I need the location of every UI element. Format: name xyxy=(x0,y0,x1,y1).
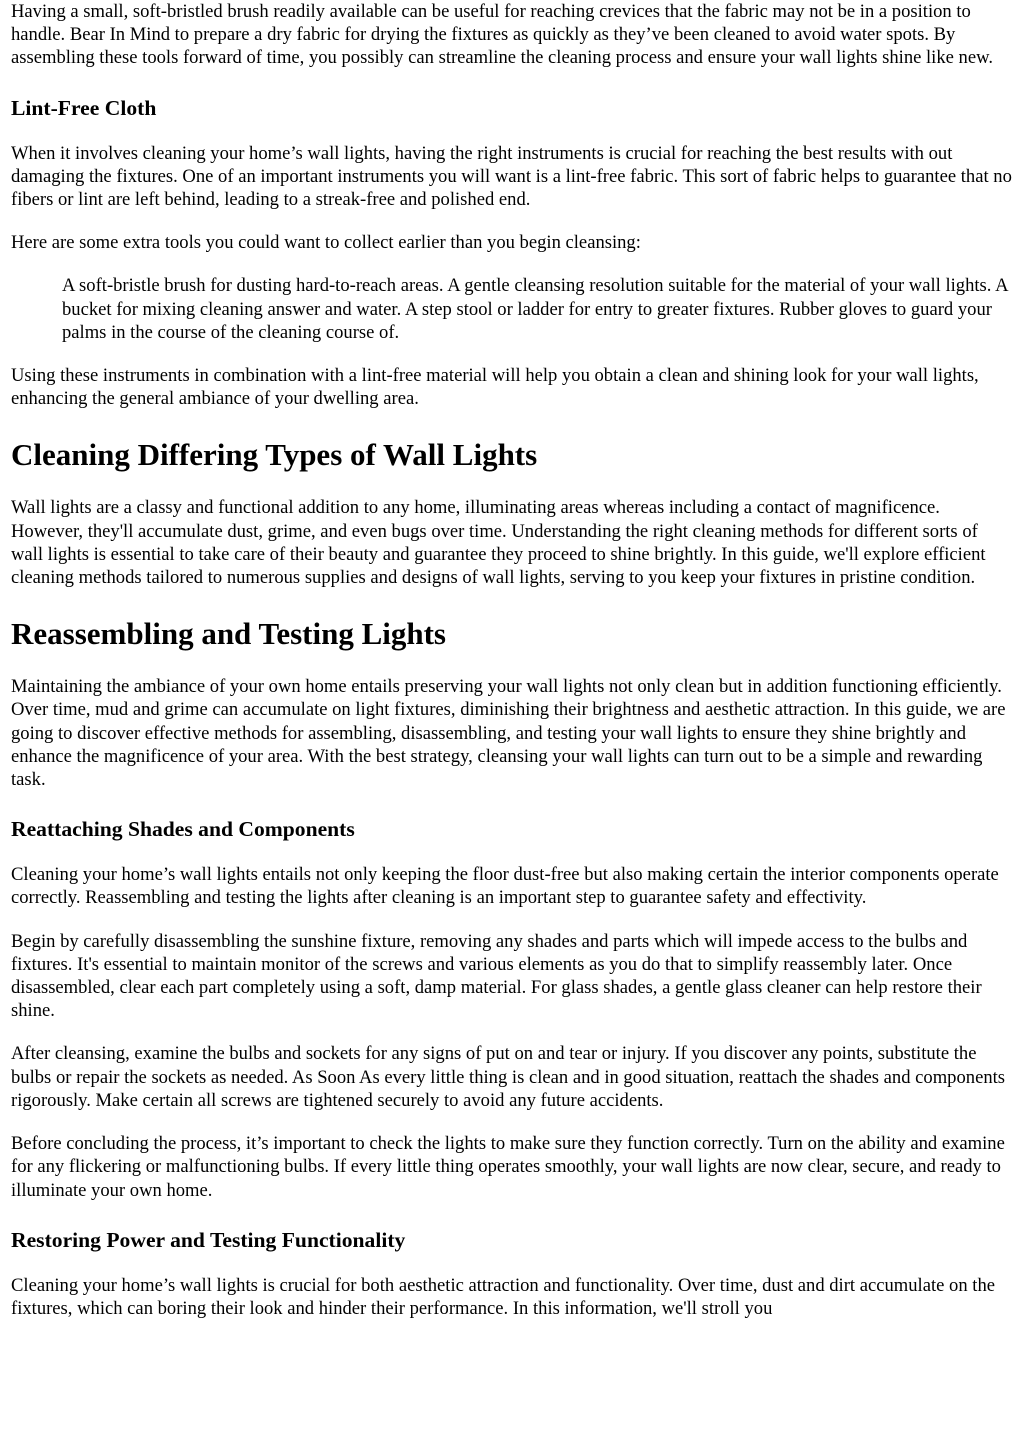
heading-reassembling-testing: Reassembling and Testing Lights xyxy=(11,616,446,652)
lint-free-paragraph-3: Using these instruments in combination with a lint-free material will help you obtain a clean and shining look for your wall lights, enhancing the general ambiance of your dwelling area. xyxy=(11,365,979,410)
heading-cleaning-types: Cleaning Differing Types of Wall Lights xyxy=(11,437,538,473)
lint-free-paragraph-1: When it involves cleaning your home’s wall lights, having the right instruments is crucial for reaching the best results with out damaging the fixtures. One of an important instruments you will want is a lint-free fabric. This sort of fabric helps to guarantee that no fibers or lint are left behind, leading to a streak-free and polished end. xyxy=(11,142,1012,211)
cleaning-types-paragraph: Wall lights are a classy and functional addition to any home, illuminating areas whereas including a contact of magnificence. However, they'll accumulate dust, grime, and even bugs over time. Understanding the right cleaning methods for different sorts of wall lights is essential to take care of their beauty and guarantee they proceed to shine brightly. In this guide, we'll explore efficient cleaning methods tailored to numerous supplies and designs of wall lights, serving to you keep your fixtures in pristine condition. xyxy=(11,497,986,589)
heading-reattaching-shades: Reattaching Shades and Components xyxy=(11,817,355,842)
lint-free-paragraph-2: Here are some extra tools you could want to collect earlier than you begin cleansing: xyxy=(11,232,641,254)
heading-lint-free-cloth: Lint-Free Cloth xyxy=(11,95,157,120)
reattaching-paragraph-1: Cleaning your home’s wall lights entails not only keeping the floor dust-free but also making certain the interior components operate correctly. Reassembling and testing the lights after cleaning is an important step to guarantee safety and effectivity. xyxy=(11,864,999,909)
heading-restoring-power: Restoring Power and Testing Functionality xyxy=(11,1227,406,1252)
intro-paragraph: Having a small, soft-bristled brush readily available can be useful for reaching crevices that the fabric may not be in a position to handle. Bear In Mind to prepare a dry fabric for drying the fixtures as quickly as they’ve been cleaned to avoid water spots. By assembling these tools forward of time, you possibly can streamline the cleaning process and ensure your wall lights shine like new. xyxy=(11,1,993,69)
reattaching-paragraph-4: Before concluding the process, it’s important to check the lights to make sure they function correctly. Turn on the ability and examine for any flickering or malfunctioning bulbs. If every little thing operates smoothly, your wall lights are now clear, secure, and ready to illuminate your own home. xyxy=(11,1133,1005,1201)
reattaching-paragraph-2: Begin by carefully disassembling the sunshine fixture, removing any shades and parts which will impede access to the bulbs and fixtures. It's essential to maintain monitor of the screws and various elements as you do that to simplify reassembly later. Once disassembled, clear each part completely using a soft, damp material. For glass shades, a gentle glass cleaner can help restore their shine. xyxy=(11,930,982,1022)
reattaching-paragraph-3: After cleansing, examine the bulbs and sockets for any signs of put on and tear or injury. If you discover any points, substitute the bulbs or repair the sockets as needed. As Soon As every little thing is clean and in good situation, reattach the shades and components rigorously. Make certain all screws are tightened securely to avoid any future accidents. xyxy=(11,1043,1006,1111)
reassembling-paragraph: Maintaining the ambiance of your own home entails preserving your wall lights not only clean but in addition functioning efficiently. Over time, mud and grime can accumulate on light fixtures, diminishing their brightness and aesthetic attraction. In this guide, we are going to discover effective methods for assembling, disassembling, and testing your wall lights to ensure they shine brightly and enhance the magnificence of your area. With the best strategy, cleansing your wall lights can turn out to be a simple and rewarding task. xyxy=(11,676,1006,791)
tools-blockquote: A soft-bristle brush for dusting hard-to-reach areas. A gentle cleansing resolution suitable for the material of your wall lights. A bucket for mixing cleaning answer and water. A step stool or ladder for entry to greater fixtures. Rubber gloves to guard your palms in the course of the cleaning course of. xyxy=(62,275,1008,343)
restoring-paragraph: Cleaning your home’s wall lights is crucial for both aesthetic attraction and functionality. Over time, dust and dirt accumulate on the fixtures, which can boring their look and hinder their performance. In this information, we'll stroll you xyxy=(11,1274,995,1319)
